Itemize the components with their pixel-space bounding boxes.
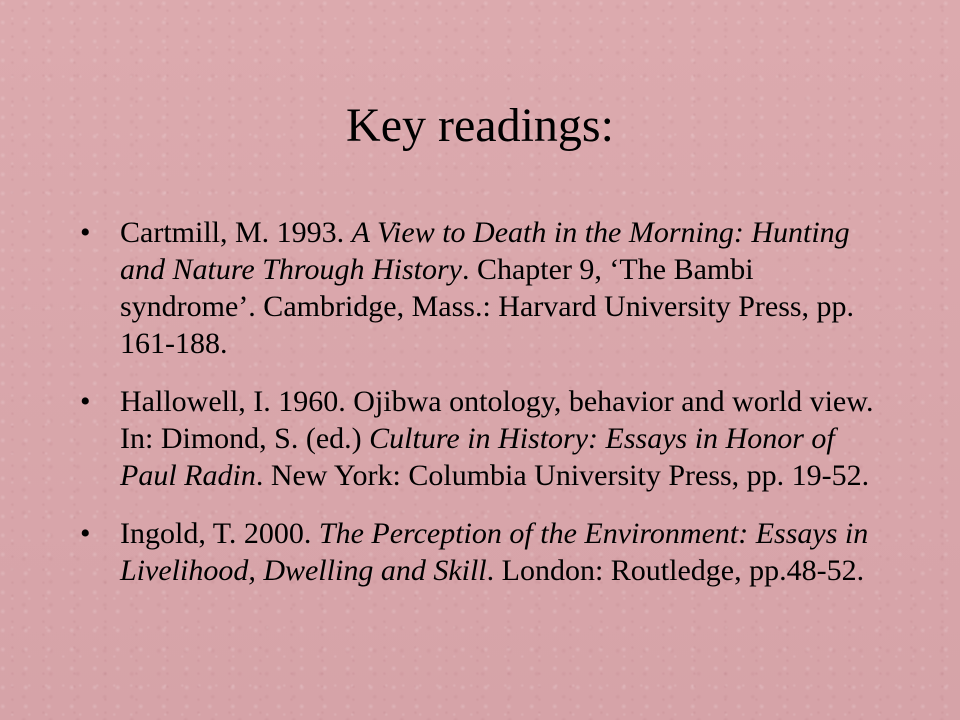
bullet-icon: •	[80, 517, 91, 550]
reading-book-title: The Perception of the Environment: Essays in Livelihood, Dwelling and Skill	[120, 517, 869, 587]
reading-book-title: Culture in History: Essays in Honor of Paul Radin	[120, 422, 835, 492]
slide-title: Key readings:	[346, 99, 614, 152]
bullet-icon: •	[80, 385, 91, 418]
reading-citation-suffix: . London: Routledge, pp.48-52.	[486, 554, 865, 587]
bullet-icon: •	[80, 216, 91, 249]
reading-citation-prefix: Cartmill, M. 1993.	[120, 216, 352, 249]
reading-citation-suffix: . New York: Columbia University Press, pp. 19-52.	[255, 459, 870, 492]
reading-item	[76, 515, 896, 589]
reading-citation-suffix: . Chapter 9, ‘The Bambi syndrome’. Cambridge, Mass.: Harvard University Press, pp. 161-188.	[120, 253, 855, 360]
reading-book-title: A View to Death in the Morning: Hunting and Nature Through History	[120, 216, 850, 286]
readings-list	[76, 214, 896, 610]
reading-citation-prefix: Hallowell, I. 1960. Ojibwa ontology, behavior and world view. In: Dimond, S. (ed.)	[120, 385, 874, 455]
reading-item	[76, 214, 896, 362]
reading-citation-prefix: Ingold, T. 2000.	[120, 517, 319, 550]
reading-item	[76, 383, 896, 494]
